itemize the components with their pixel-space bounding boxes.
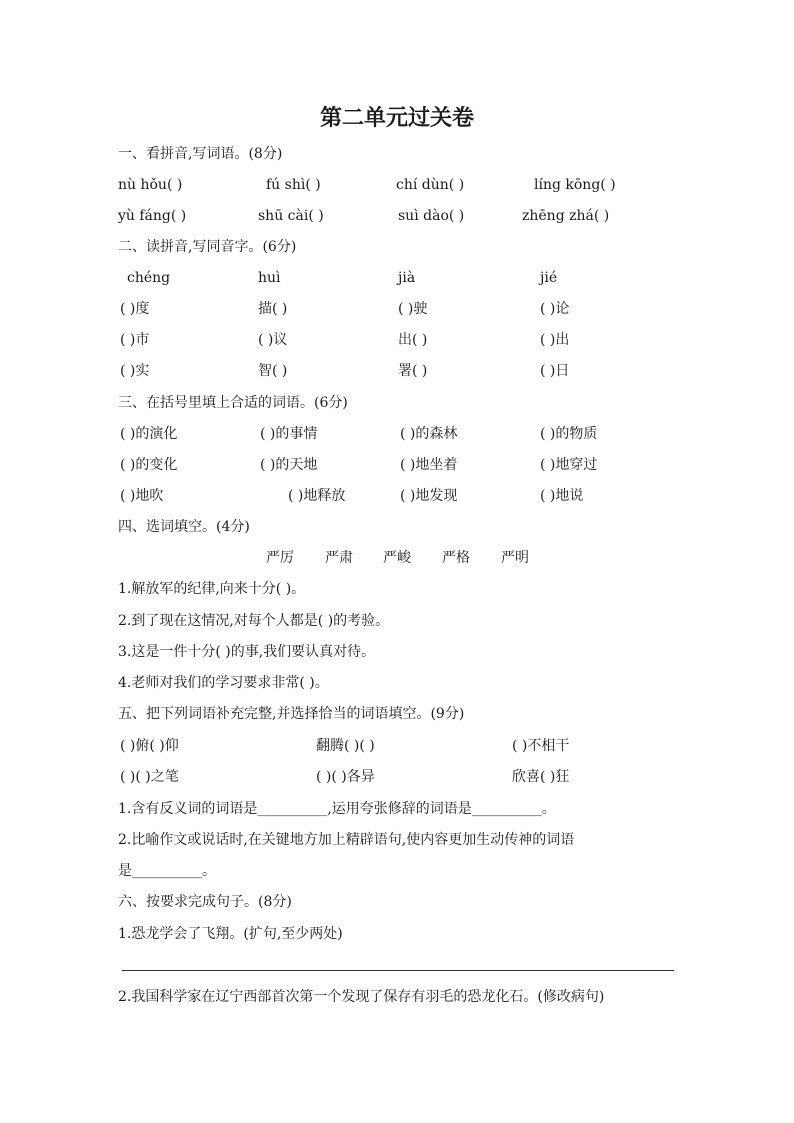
- page-title: 第二单元过关卷: [319, 105, 474, 131]
- section-3-heading: 三、在括号里填上合适的词语。(6分): [118, 395, 348, 411]
- homophone-blank: 描( ): [258, 301, 288, 317]
- pinyin-item: suì dào( ): [398, 208, 465, 224]
- word-choice: 严峻: [383, 550, 411, 566]
- section-4-heading: 四、选词填空。(4分): [118, 519, 250, 535]
- idiom-blank: ( )( )各异: [316, 769, 375, 785]
- fill-question: 2.到了现在这情况,对每个人都是( )的考验。: [118, 613, 390, 629]
- word-choice: 严厉: [266, 550, 294, 566]
- phrase-blank: ( )地说: [540, 488, 584, 504]
- pinyin-item: nù hǒu( ): [118, 177, 183, 193]
- answer-line: [122, 970, 674, 971]
- word-choice: 严明: [501, 550, 529, 566]
- homophone-blank: ( )论: [540, 301, 570, 317]
- homophone-blank: ( )市: [120, 332, 150, 348]
- section-1-heading: 一、看拼音,写词语。(8分): [118, 146, 283, 162]
- homophone-blank: 智( ): [258, 363, 288, 379]
- phrase-blank: ( )地释放: [288, 488, 346, 504]
- homophone-blank: ( )度: [120, 301, 150, 317]
- pinyin-label: chéng: [127, 270, 171, 286]
- pinyin-item: zhēng zhá( ): [522, 208, 610, 224]
- fill-question: 2.比喻作文或说话时,在关键地方加上精辟语句,使内容更加生动传神的词语: [118, 832, 575, 848]
- phrase-blank: ( )的物质: [540, 426, 598, 442]
- phrase-blank: ( )地穿过: [540, 457, 598, 473]
- sentence-question: 2.我国科学家在辽宁西部首次第一个发现了保存有羽毛的恐龙化石。(修改病句): [118, 989, 605, 1005]
- phrase-blank: ( )地坐着: [400, 457, 458, 473]
- pinyin-item: líng kōng( ): [534, 177, 616, 193]
- fill-question: 4.老师对我们的学习要求非常( )。: [118, 675, 329, 691]
- phrase-blank: ( )的演化: [120, 426, 178, 442]
- homophone-blank: ( )实: [120, 363, 150, 379]
- sentence-question: 1.恐龙学会了飞翔。(扩句,至少两处): [118, 926, 343, 942]
- homophone-blank: ( )驶: [398, 301, 428, 317]
- homophone-blank: ( )日: [540, 363, 570, 379]
- phrase-blank: ( )地吹: [120, 488, 164, 504]
- pinyin-item: shū cài( ): [258, 208, 324, 224]
- word-choice: 严格: [442, 550, 470, 566]
- fill-question-continued: 是__________。: [118, 863, 216, 879]
- phrase-blank: ( )的事情: [260, 426, 318, 442]
- pinyin-item: yù fáng( ): [118, 208, 187, 224]
- idiom-blank: ( )( )之笔: [120, 769, 179, 785]
- phrase-blank: ( )的天地: [260, 457, 318, 473]
- fill-question: 1.含有反义词的词语是__________,运用夸张修辞的词语是__________。: [118, 801, 556, 817]
- homophone-blank: ( )出: [540, 332, 570, 348]
- pinyin-label: jié: [540, 270, 558, 286]
- pinyin-label: jià: [398, 270, 416, 286]
- section-6-heading: 六、按要求完成句子。(8分): [118, 894, 292, 910]
- homophone-blank: 署( ): [398, 363, 428, 379]
- homophone-blank: 出( ): [398, 332, 428, 348]
- phrase-blank: ( )地发现: [400, 488, 458, 504]
- idiom-blank: 欣喜( )狂: [512, 769, 570, 785]
- homophone-blank: ( )议: [258, 332, 288, 348]
- fill-question: 1.解放军的纪律,向来十分( )。: [118, 581, 306, 597]
- word-choice: 严肃: [325, 550, 353, 566]
- phrase-blank: ( )的森林: [400, 426, 458, 442]
- phrase-blank: ( )的变化: [120, 457, 178, 473]
- fill-question: 3.这是一件十分( )的事,我们要认真对待。: [118, 644, 376, 660]
- pinyin-item: fú shì( ): [266, 177, 321, 193]
- pinyin-item: chí dùn( ): [396, 177, 465, 193]
- idiom-blank: ( )不相干: [512, 738, 570, 754]
- section-5-heading: 五、把下列词语补充完整,并选择恰当的词语填空。(9分): [118, 706, 465, 722]
- idiom-blank: ( )俯( )仰: [120, 738, 179, 754]
- idiom-blank: 翻腾( )( ): [316, 738, 375, 754]
- pinyin-label: huì: [258, 270, 281, 286]
- section-2-heading: 二、读拼音,写同音字。(6分): [118, 239, 297, 255]
